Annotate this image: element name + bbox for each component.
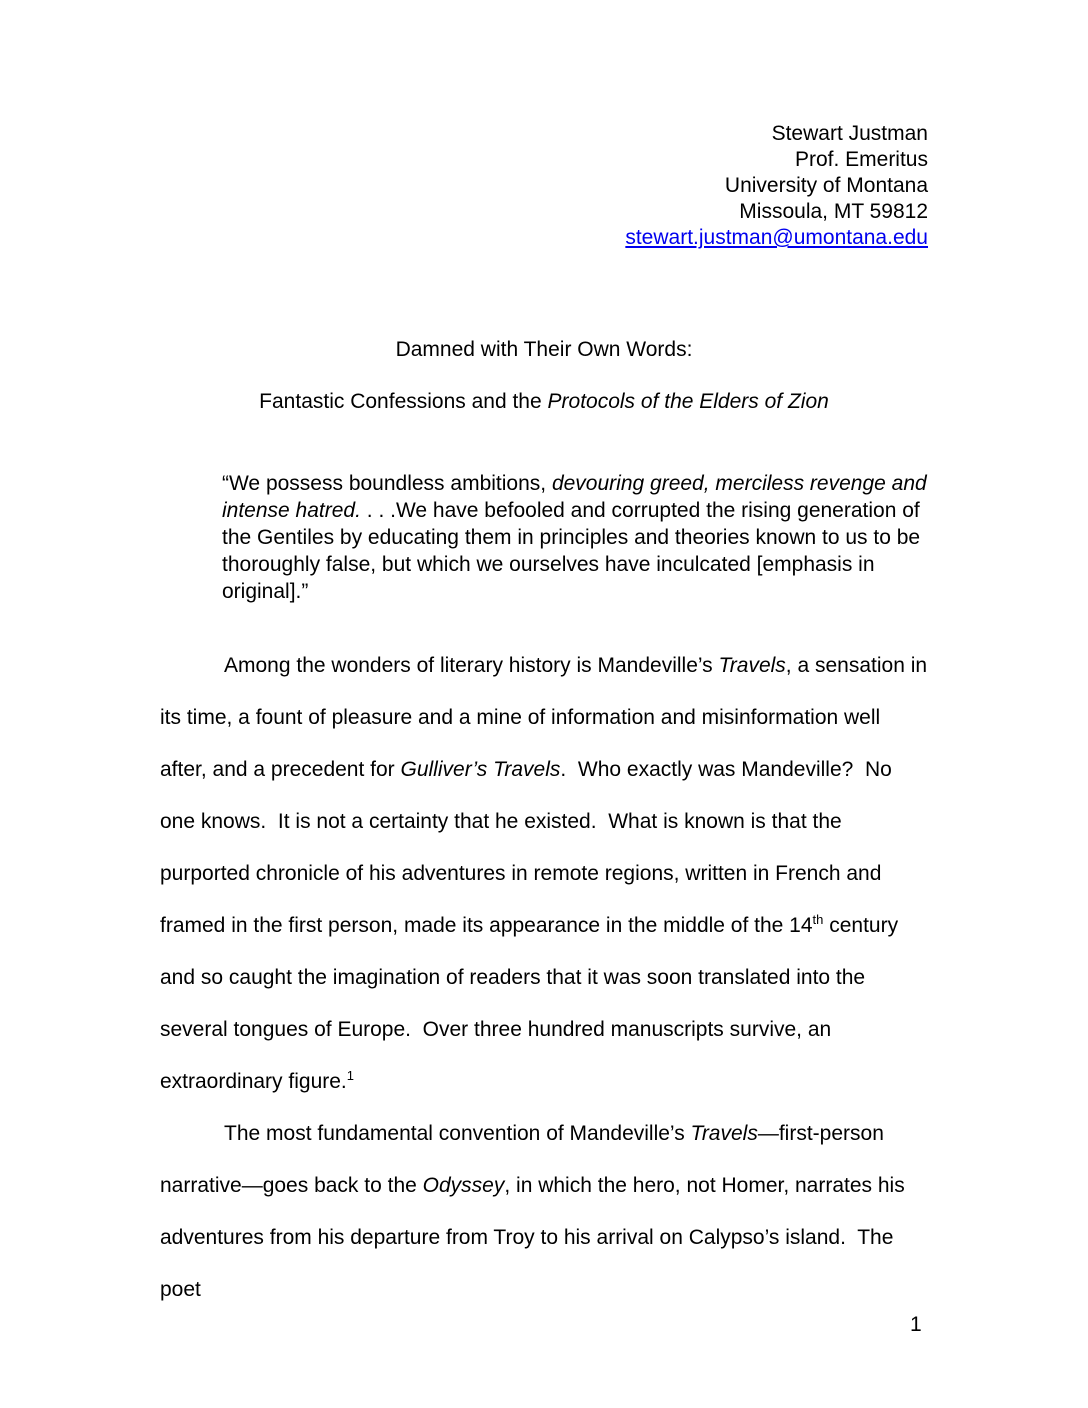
author-title: Prof. Emeritus — [794, 148, 928, 171]
author-header — [160, 0, 928, 251]
email-link[interactable]: stewart.justman@umontana.edu — [625, 226, 928, 249]
author-email-line — [160, 225, 928, 251]
author-affiliation: University of Montana — [724, 174, 928, 197]
page-number: 1 — [910, 1313, 922, 1336]
author-address: Missoula, MT 59812 — [739, 200, 928, 223]
document-title-line-2: Fantastic Confessions and the Protocols of the Elders of Zion — [259, 390, 829, 413]
body-paragraph: Among the wonders of literary history is Mandeville’s Travels, a sensation in its time, a fount of pleasure and a mine of information and misinformation well after, and a precedent for Gulliver’s Travels. Who exactly was Mandeville? No one knows. It is not a certainty that he existed. What is known is that the purported chronicle of his adventures in remote regions, written in French and framed in the first person, made its appearance in the middle of the 14th century and so caught the imagination of readers that it was soon translated into the several tongues of Europe. Over three hundred manuscripts survive, an extraordinary figure.$^1$ — [160, 654, 933, 1093]
author-name: Stewart Justman — [771, 122, 928, 145]
body-text — [160, 640, 933, 1316]
epigraph-quote: “We possess boundless ambitions, devouring greed, merciless revenge and intense hatred. . . .We have befooled and corrupted the rising generation of the Gentiles by educating them in principles and theories known to us to be thoroughly false, but which we ourselves have inculcated [emphasis in original].” — [222, 472, 933, 603]
body-paragraph: The most fundamental convention of Mandeville’s Travels—first-person narrative—goes back to the Odyssey, in which the hero, not Homer, narrates his adventures from his departure from Troy to his arrival on Calypso’s island. The poet — [160, 1122, 911, 1301]
document-title-line-1: Damned with Their Own Words: — [395, 338, 693, 361]
